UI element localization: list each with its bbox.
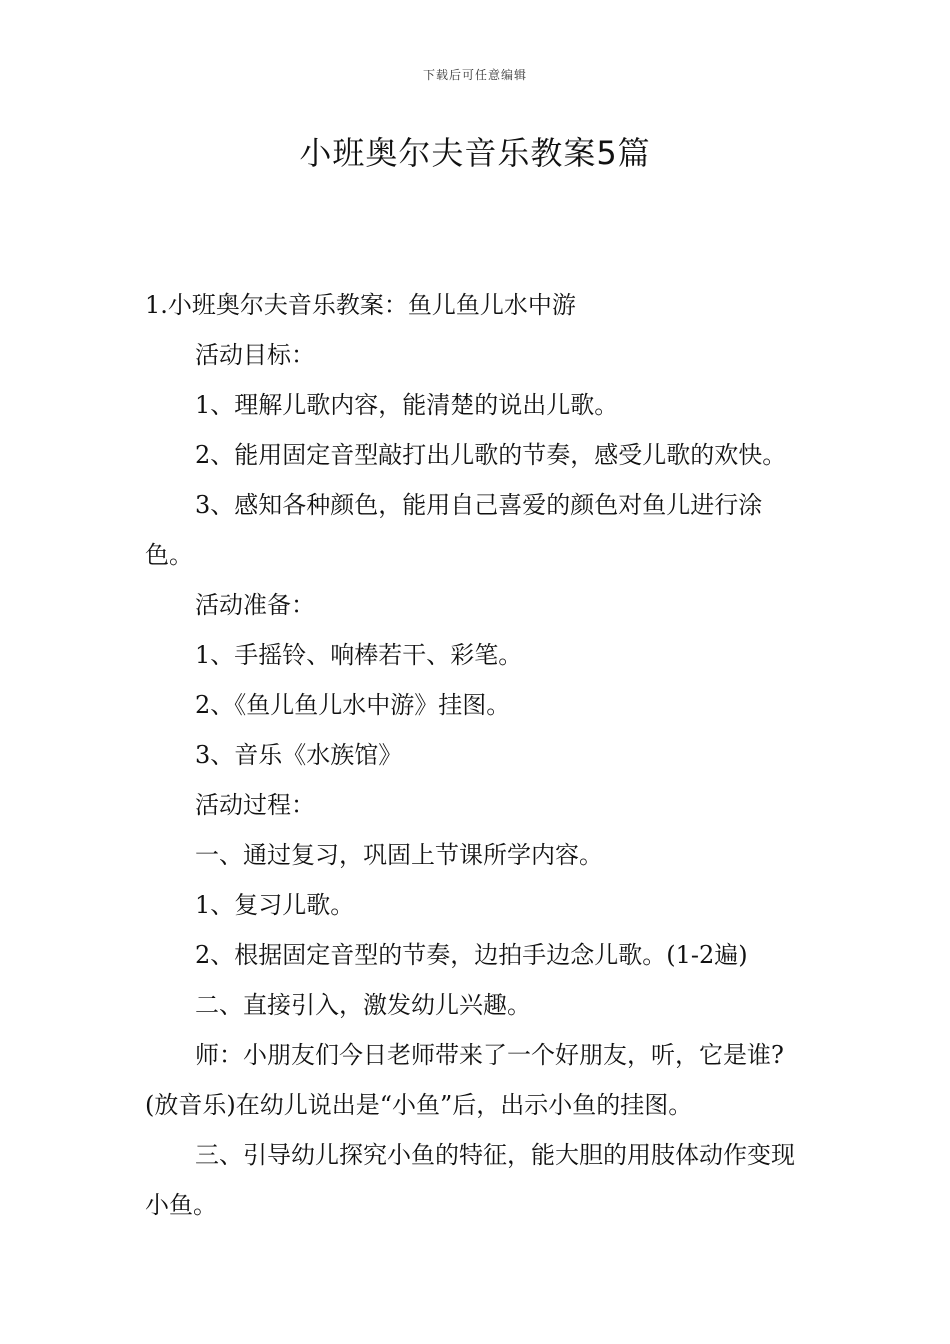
paragraph: 1、理解儿歌内容，能清楚的说出儿歌。 (195, 391, 619, 419)
document-title: 小班奥尔夫音乐教案5篇 (299, 134, 651, 172)
paragraph: 二、直接引入，激发幼儿兴趣。 (195, 991, 531, 1019)
paragraph: 三、引导幼儿探究小鱼的特征，能大胆的用肢体动作变现小鱼。 (145, 1141, 795, 1219)
paragraph: 活动过程： (195, 791, 315, 819)
paragraph: 3、音乐《水族馆》 (195, 741, 403, 769)
paragraph: 1、手摇铃、响棒若干、彩笔。 (195, 641, 523, 669)
paragraph: 1、复习儿歌。 (195, 891, 355, 919)
paragraph: 活动目标： (195, 341, 315, 369)
paragraph: 2、《鱼儿鱼儿水中游》挂图。 (195, 691, 511, 719)
paragraph: 2、能用固定音型敲打出儿歌的节奏，感受儿歌的欢快。 (195, 441, 787, 469)
header-note: 下载后可任意编辑 (422, 68, 527, 82)
document-body (145, 280, 810, 1230)
paragraph: 师：小朋友们今日老师带来了一个好朋友，听，它是谁?(放音乐)在幼儿说出是“小鱼”后，出示小鱼的挂图。 (145, 1041, 784, 1119)
paragraph: 2、根据固定音型的节奏，边拍手边念儿歌。(1-2遍) (195, 941, 748, 969)
paragraph: 3、感知各种颜色，能用自己喜爱的颜色对鱼儿进行涂色。 (145, 491, 763, 569)
paragraph: 活动准备： (195, 591, 315, 619)
paragraph: 一、通过复习，巩固上节课所学内容。 (195, 841, 603, 869)
section-heading: 1.小班奥尔夫音乐教案：鱼儿鱼儿水中游 (145, 291, 576, 319)
